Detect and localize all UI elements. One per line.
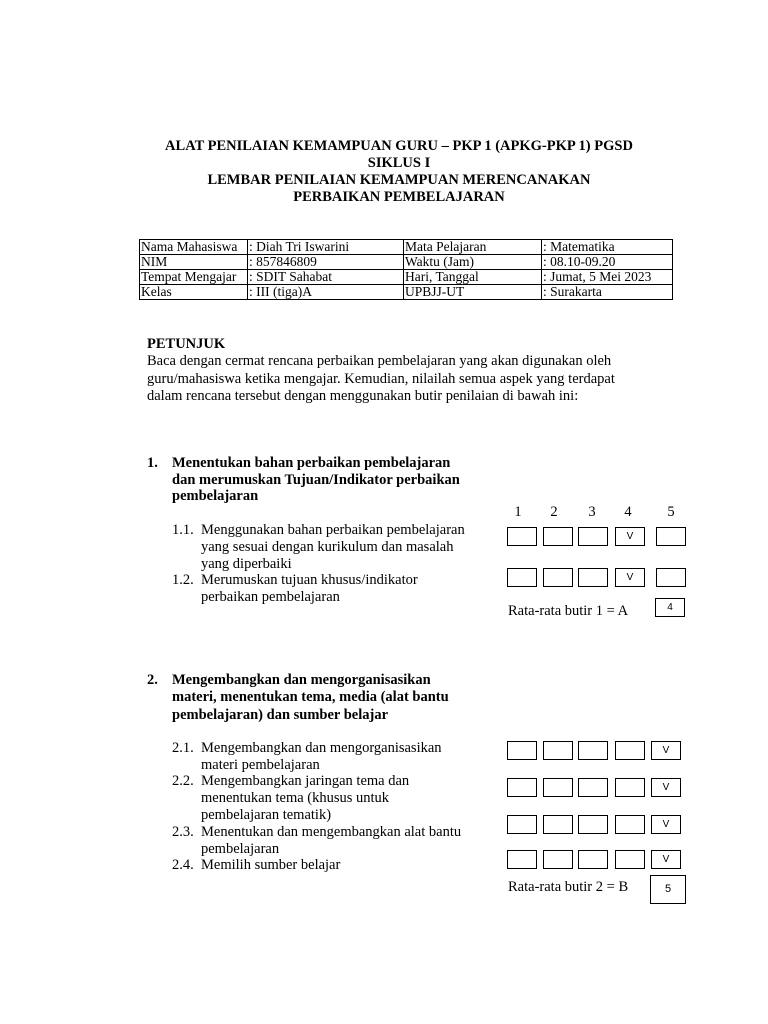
item-text: pembelajaran xyxy=(201,841,280,857)
info-row xyxy=(140,285,673,300)
section1-heading: pembelajaran xyxy=(172,488,259,504)
item-text: Memilih sumber belajar xyxy=(201,857,341,873)
item-text: Merumuskan tujuan khusus/indikator xyxy=(201,572,418,588)
score-box[interactable] xyxy=(543,850,573,869)
item-text: Menentukan dan mengembangkan alat bantu xyxy=(201,824,462,840)
score-box-selected[interactable]: V xyxy=(651,778,681,797)
average-value-box: 5 xyxy=(650,875,686,904)
score-box[interactable] xyxy=(507,778,537,797)
petunjuk-heading: PETUNJUK xyxy=(147,336,226,352)
section1-number: 1. xyxy=(147,455,158,471)
scale-label: 1 xyxy=(514,504,522,520)
info-value: : Surakarta xyxy=(542,285,673,300)
average-value-box: 4 xyxy=(655,598,685,617)
info-value: : Matematika xyxy=(542,240,673,255)
info-label: Hari, Tanggal xyxy=(404,270,542,285)
score-box[interactable] xyxy=(543,568,573,587)
item-number: 2.4. xyxy=(172,857,194,873)
info-value: : Jumat, 5 Mei 2023 xyxy=(542,270,673,285)
score-box-selected[interactable]: V xyxy=(651,815,681,834)
info-label: Waktu (Jam) xyxy=(404,255,542,270)
score-box[interactable] xyxy=(615,815,645,834)
info-value: : Diah Tri Iswarini xyxy=(248,240,404,255)
info-value: : SDIT Sahabat xyxy=(248,270,404,285)
info-label: Kelas xyxy=(140,285,248,300)
info-row xyxy=(140,255,673,270)
item-text: yang sesuai dengan kurikulum dan masalah xyxy=(201,539,454,555)
score-box[interactable] xyxy=(615,741,645,760)
item-text: yang diperbaiki xyxy=(201,556,292,572)
info-label: Mata Pelajaran xyxy=(404,240,542,255)
petunjuk-line: guru/mahasiswa ketika mengajar. Kemudian, nilailah semua aspek yang terdapat xyxy=(147,371,615,387)
item-text: menentukan tema (khusus untuk xyxy=(201,790,390,806)
item-number: 1.1. xyxy=(172,522,194,538)
score-box-selected[interactable]: V xyxy=(651,741,681,760)
score-box[interactable] xyxy=(615,778,645,797)
section2-heading: Mengembangkan dan mengorganisasikan xyxy=(172,672,431,688)
score-box-selected[interactable]: V xyxy=(651,850,681,869)
section2-heading: materi, menentukan tema, media (alat bantu xyxy=(172,689,449,705)
info-value: : 857846809 xyxy=(248,255,404,270)
score-box[interactable] xyxy=(543,527,573,546)
score-box[interactable] xyxy=(578,568,608,587)
info-row xyxy=(140,270,673,285)
item-text: Mengembangkan dan mengorganisasikan xyxy=(201,740,442,756)
score-box[interactable] xyxy=(656,527,686,546)
petunjuk-line: dalam rencana tersebut dengan menggunakan butir penilaian di bawah ini: xyxy=(147,388,579,404)
score-box[interactable] xyxy=(507,741,537,760)
score-box[interactable] xyxy=(543,778,573,797)
info-table xyxy=(139,239,673,300)
item-number: 2.3. xyxy=(172,824,194,840)
score-box[interactable] xyxy=(578,815,608,834)
item-text: perbaikan pembelajaran xyxy=(201,589,340,605)
item-text: pembelajaran tematik) xyxy=(201,807,332,823)
scale-label: 5 xyxy=(667,504,675,520)
info-value: : III (tiga)A xyxy=(248,285,404,300)
item-text: Menggunakan bahan perbaikan pembelajaran xyxy=(201,522,465,538)
score-box[interactable] xyxy=(578,850,608,869)
item-number: 2.2. xyxy=(172,773,194,789)
item-number: 2.1. xyxy=(172,740,194,756)
title-line-1: ALAT PENILAIAN KEMAMPUAN GURU – PKP 1 (APKG-PKP 1) PGSD xyxy=(165,138,633,154)
scale-label: 3 xyxy=(588,504,596,520)
info-label: NIM xyxy=(140,255,248,270)
average-label: Rata-rata butir 1 = A xyxy=(508,603,629,619)
score-box[interactable] xyxy=(507,850,537,869)
item-text: materi pembelajaran xyxy=(201,757,320,773)
info-label: UPBJJ-UT xyxy=(404,285,542,300)
item-text: Mengembangkan jaringan tema dan xyxy=(201,773,410,789)
score-box[interactable] xyxy=(543,741,573,760)
score-box[interactable] xyxy=(656,568,686,587)
info-row xyxy=(140,240,673,255)
score-box[interactable] xyxy=(543,815,573,834)
info-label: Tempat Mengajar xyxy=(140,270,248,285)
petunjuk-line: Baca dengan cermat rencana perbaikan pembelajaran yang akan digunakan oleh xyxy=(147,353,612,369)
item-number: 1.2. xyxy=(172,572,194,588)
section1-heading: dan merumuskan Tujuan/Indikator perbaikan xyxy=(172,472,460,488)
average-label: Rata-rata butir 2 = B xyxy=(508,879,629,895)
title-line-3: LEMBAR PENILAIAN KEMAMPUAN MERENCANAKAN xyxy=(207,172,591,188)
score-box[interactable] xyxy=(578,741,608,760)
score-box[interactable] xyxy=(615,850,645,869)
score-box[interactable] xyxy=(507,815,537,834)
score-box[interactable] xyxy=(578,778,608,797)
info-label: Nama Mahasiswa xyxy=(140,240,248,255)
section2-number: 2. xyxy=(147,672,158,688)
scale-label: 4 xyxy=(624,504,632,520)
score-box-selected[interactable]: V xyxy=(615,568,645,587)
info-value: : 08.10-09.20 xyxy=(542,255,673,270)
section2-heading: pembelajaran) dan sumber belajar xyxy=(172,707,389,723)
title-line-4: PERBAIKAN PEMBELAJARAN xyxy=(293,189,505,205)
title-line-2: SIKLUS I xyxy=(367,155,431,171)
scale-label: 2 xyxy=(550,504,558,520)
score-box[interactable] xyxy=(507,568,537,587)
section1-heading: Menentukan bahan perbaikan pembelajaran xyxy=(172,455,451,471)
score-box[interactable] xyxy=(578,527,608,546)
score-box-selected[interactable]: V xyxy=(615,527,645,546)
score-box[interactable] xyxy=(507,527,537,546)
